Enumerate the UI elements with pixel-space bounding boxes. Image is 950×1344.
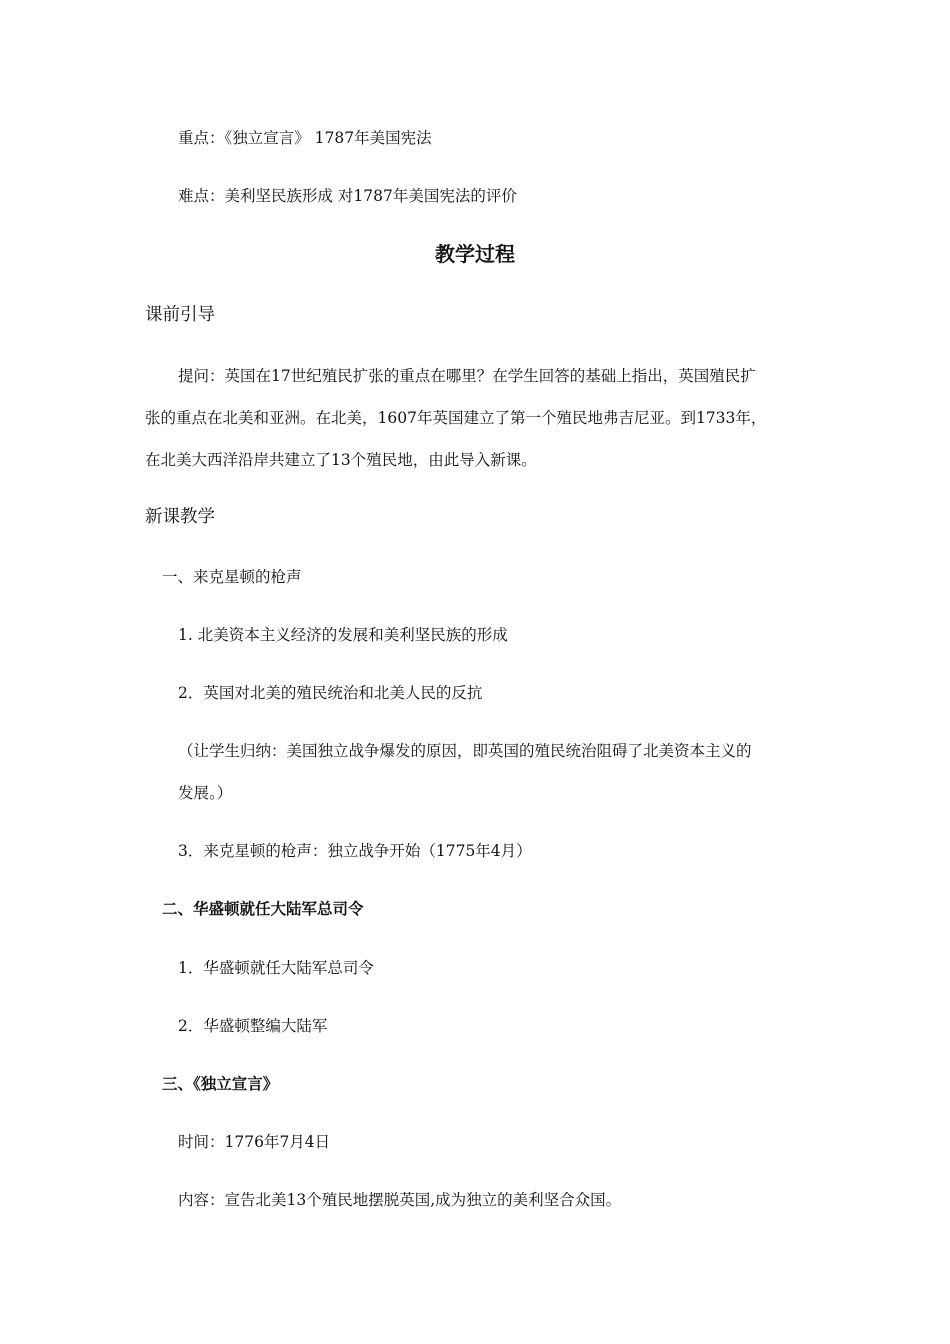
intro-line-1: 提问：英国在17世纪殖民扩张的重点在哪里？在学生回答的基础上指出，英国殖民扩 xyxy=(178,367,756,385)
section-1-item-1: 1. 北美资本主义经济的发展和美利坚民族的形成 xyxy=(178,626,508,644)
intro-heading: 课前引导 xyxy=(145,305,215,325)
section-1-item-2: 2．英国对北美的殖民统治和北美人民的反抗 xyxy=(178,684,483,702)
intro-line-2: 张的重点在北美和亚洲。在北美，1607年英国建立了第一个殖民地弗吉尼亚。到1733年， xyxy=(145,409,767,427)
process-title: 教学过程 xyxy=(435,242,515,266)
section-3-content: 内容：宣告北美13个殖民地摆脱英国,成为独立的美利坚合众国。 xyxy=(178,1191,622,1209)
section-2-item-1: 1．华盛顿就任大陆军总司令 xyxy=(178,959,374,977)
section-2-title: 二、华盛顿就任大陆军总司令 xyxy=(162,900,364,918)
section-3-time: 时间：1776年7月4日 xyxy=(178,1133,331,1151)
difficulty-line: 难点：美利坚民族形成 对1787年美国宪法的评价 xyxy=(178,187,517,205)
section-1-item-3: 3．来克星顿的枪声：独立战争开始（1775年4月） xyxy=(178,842,532,860)
section-3-title: 三、《独立宣言》 xyxy=(162,1075,279,1093)
section-1-note-line-2: 发展。） xyxy=(178,784,233,802)
focus-line: 重点：《独立宣言》 1787年美国宪法 xyxy=(178,129,432,147)
section-1-title: 一、来克星顿的枪声 xyxy=(162,568,302,586)
intro-line-3: 在北美大西洋沿岸共建立了13个殖民地，由此导入新课。 xyxy=(145,451,537,469)
section-1-note-line-1: （让学生归纳：美国独立战争爆发的原因，即英国的殖民统治阻碍了北美资本主义的 xyxy=(178,742,752,760)
section-2-item-2: 2．华盛顿整编大陆军 xyxy=(178,1017,328,1035)
new-lesson-heading: 新课教学 xyxy=(145,507,215,527)
